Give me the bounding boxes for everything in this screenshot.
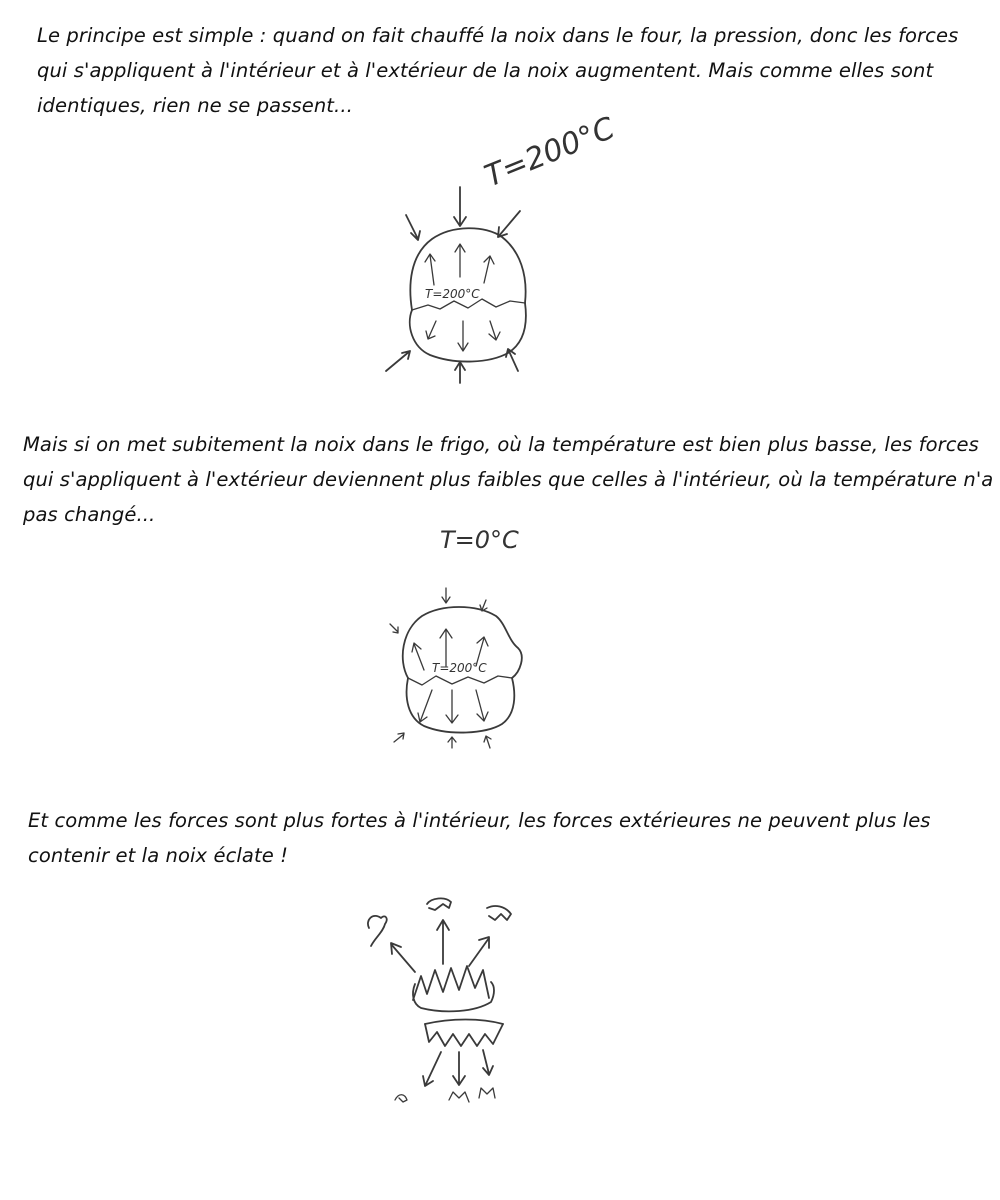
figure-nut-in-fridge [380,520,540,755]
paragraph-fridge: Mais si on met subitement la noix dans le frigo, où la température est bien plus basse, les forces qui s'appliquent à l'extérieur deviennent plus faibles que celles à l'intérieur, où la température n'a pas changé... [23,433,994,526]
fragment-bottom-right [479,1088,495,1098]
fridge-outside-temperature-label: T=0°C [440,526,519,554]
paragraph-burst: Et comme les forces sont plus fortes à l'intérieur, les forces extérieures ne peuvent plus les contenir et la noix éclate ! [28,809,931,867]
fragment-bottom-left [395,1095,407,1102]
nut-crack [408,676,512,685]
fragment-right [487,906,511,920]
burst-shell-lower [425,1020,503,1025]
figure-nut-in-oven [370,110,620,390]
fridge-inside-temperature-label: T=200°C [432,661,487,675]
figure-nut-bursting [355,890,535,1115]
nut-shell-lower [407,678,515,733]
burst-shell-lower-teeth [425,1024,503,1046]
fragment-left [368,916,387,946]
burst-shell-upper [413,966,489,1000]
fragment-top [427,898,451,910]
nut-shell-lower [410,303,526,362]
oven-inside-temperature-label: T=200°C [425,287,480,301]
oven-outside-temperature-label: T=200°C [479,110,620,195]
fragment-bottom-middle [449,1092,469,1102]
paragraph-oven: Le principe est simple : quand on fait chauffé la noix dans le four, la pression, donc les forces qui s'appliquent à l'intérieur et à l'extérieur de la noix augmentent. Mais comme elles sont identiques, rien ne se passent... [37,24,959,117]
